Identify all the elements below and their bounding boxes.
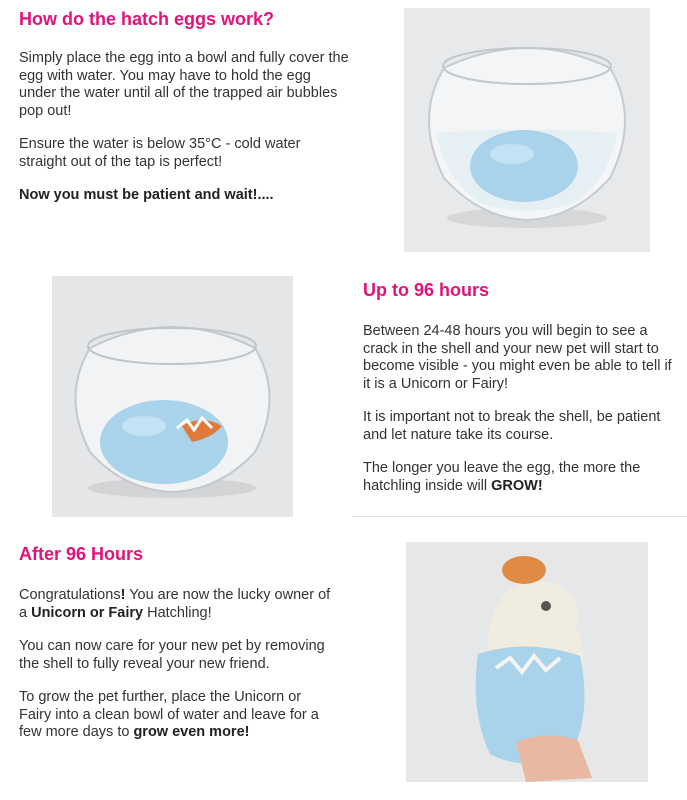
section-up-to-96-hours <box>363 279 679 495</box>
paragraph-congratulations <box>19 587 335 622</box>
heading-up-to-96-hours: Up to 96 hours <box>363 280 490 300</box>
hatchling-illustration <box>406 542 648 782</box>
grow-further-text: To grow the pet further, place the Unicorn or Fairy into a clean bowl of water and leave for a few more days to <box>19 689 319 740</box>
cracking-egg-illustration <box>52 276 293 517</box>
paragraph-longer-grow <box>363 460 679 495</box>
section-after-96-hours <box>19 543 335 742</box>
paragraph-dont-break: It is important not to break the shell, be patient and let nature take its course. <box>363 409 661 443</box>
congrats-end: Hatchling! <box>143 604 212 621</box>
heading-how-it-works: How do the hatch eggs work? <box>19 9 275 29</box>
congrats-bold: ! <box>120 587 126 603</box>
photo-hatchling <box>406 542 648 782</box>
section-how-it-works <box>19 8 349 205</box>
unicorn-fairy-bold: Unicorn or Fairy <box>31 604 144 621</box>
paragraph-place-egg: Simply place the egg into a bowl and fully cover the egg with water. You may have to hold the egg under the water until all of the trapped air bubbles pop out! <box>19 50 349 119</box>
paragraph-water-temp: Ensure the water is below 35°C - cold water straight out of the tap is perfect! <box>19 136 301 170</box>
photo-cracking-egg <box>52 276 293 517</box>
grow-even-more-bold: grow even more! <box>133 724 250 740</box>
paragraph-crack-visible: Between 24-48 hours you will begin to see a crack in the shell and your new pet will start to become visible - you might even be able to tell if it is a Unicorn or Fairy! <box>363 323 672 392</box>
paragraph-grow-further <box>19 689 335 742</box>
photo-egg-in-bowl <box>404 8 650 252</box>
egg-in-bowl-illustration <box>404 8 650 252</box>
paragraph-remove-shell: You can now care for your new pet by removing the shell to fully reveal your new friend. <box>19 638 325 672</box>
heading-after-96-hours: After 96 Hours <box>19 544 144 564</box>
be-patient-bold: Now you must be patient and wait!.... <box>19 187 274 203</box>
grow-bold: GROW! <box>491 477 543 494</box>
section-divider <box>352 516 687 517</box>
longer-grow-text: The longer you leave the egg, the more the hatchling inside will <box>363 460 641 494</box>
congrats-text: Congratulations <box>19 587 121 603</box>
paragraph-be-patient <box>19 187 349 205</box>
congrats-mid: You are now the lucky owner of a <box>19 587 331 621</box>
